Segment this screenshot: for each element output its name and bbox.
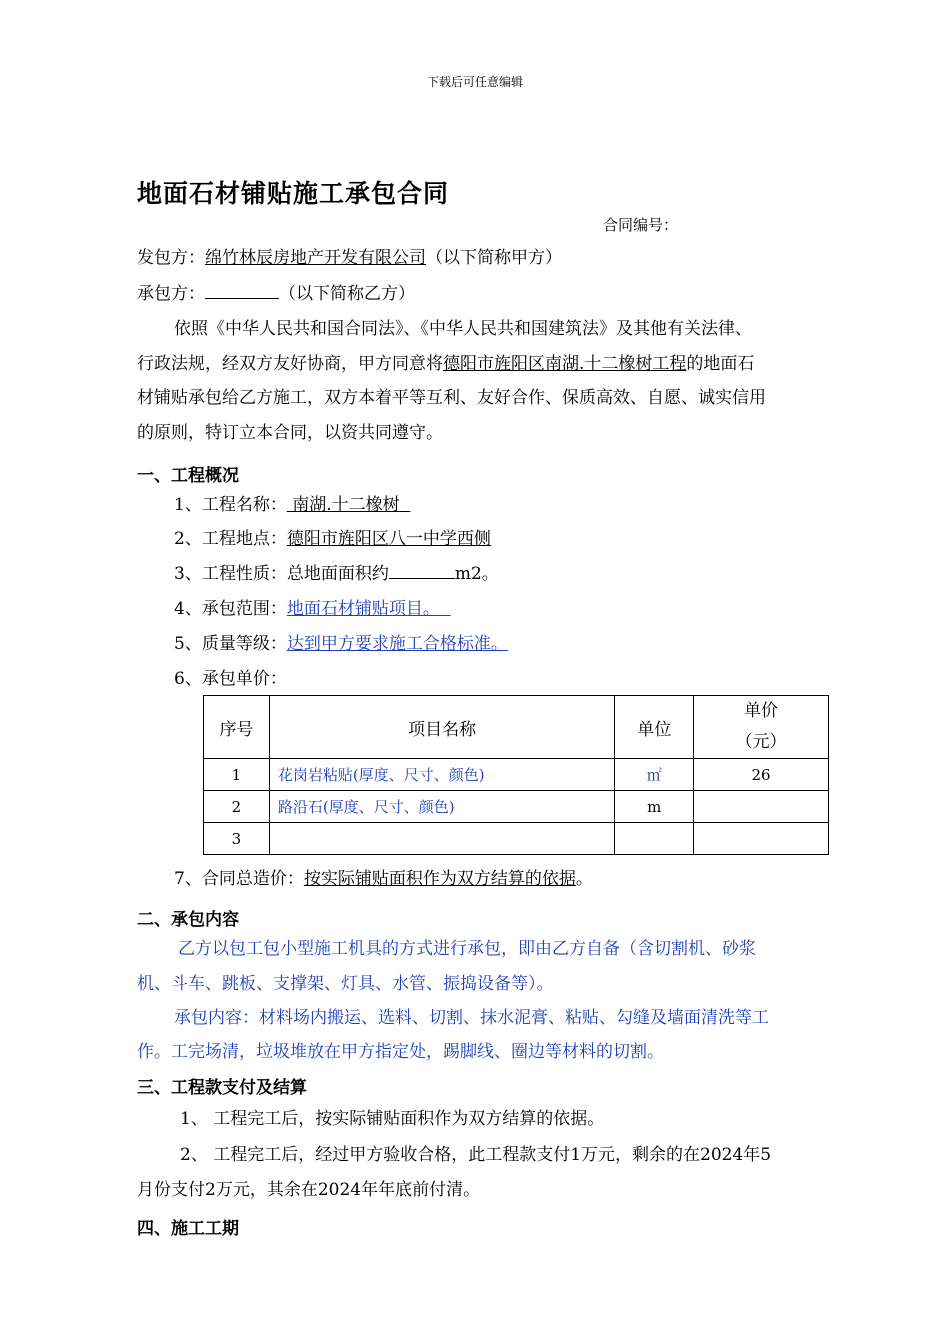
cell-price <box>694 791 829 823</box>
item-2-value: 德阳市旌阳区八一中学西侧 <box>286 529 491 549</box>
cell-no: 1 <box>204 759 270 791</box>
col-header-price-line1: 单价 <box>744 701 779 721</box>
intro-project-name: 德阳市旌阳区南湖.十二橡树工程 <box>443 354 687 374</box>
intro-line-4: 的原则，特订立本合同，以资共同遵守。 <box>137 423 443 443</box>
party-a-line <box>137 241 562 276</box>
section-3-heading: 三、工程款支付及结算 <box>137 1078 307 1098</box>
section-1-heading: 一、工程概况 <box>137 466 239 486</box>
item-4 <box>174 592 451 627</box>
table-row <box>204 791 829 823</box>
sec2-p1-line2: 机、斗车、跳板、支撑架、灯具、水管、振捣设备等）。 <box>137 974 554 994</box>
sec2-p1-line1: 乙方以包工包小型施工机具的方式进行承包，即由乙方自备（含切割机、砂浆 <box>178 939 756 959</box>
table-header-row <box>204 696 829 759</box>
party-a-name: 绵竹林辰房地产开发有限公司 <box>205 248 426 268</box>
contract-number-label: 合同编号： <box>603 216 679 234</box>
contract-title: 地面石材铺贴施工承包合同 <box>137 179 450 208</box>
item-7-label: 7、合同总造价： <box>174 869 304 889</box>
intro-line-3: 材铺贴承包给乙方施工，双方本着平等互利、友好合作、保质高效、自愿、诚实信用 <box>137 388 766 408</box>
item-2-label: 2、工程地点： <box>174 529 287 549</box>
party-b-blank <box>205 280 279 299</box>
item-4-value: 地面石材铺贴项目。 <box>286 599 451 619</box>
cell-item <box>269 823 614 855</box>
intro-line-1: 依照《中华人民共和国合同法》、《中华人民共和国建筑法》及其他有关法律、 <box>174 319 752 339</box>
cell-item: 路沿石(厚度、尺寸、颜色) <box>269 791 614 823</box>
sec3-item-1: 1、 工程完工后，按实际铺贴面积作为双方结算的依据。 <box>180 1109 605 1129</box>
item-3-label: 3、工程性质：总地面面积约 <box>174 564 389 584</box>
item-4-label: 4、承包范围： <box>174 599 287 619</box>
item-1-label: 1、工程名称： <box>174 495 287 515</box>
item-2 <box>174 522 491 557</box>
unit-price-table <box>203 695 829 855</box>
cell-no: 3 <box>204 823 270 855</box>
party-b-suffix: （以下简称乙方） <box>279 284 415 304</box>
sec3-item-2-line1: 2、 工程完工后，经过甲方验收合格，此工程款支付1万元，剩余的在2024年5 <box>180 1145 772 1165</box>
section-2-heading: 二、承包内容 <box>137 910 239 930</box>
col-header-unit: 单位 <box>615 696 694 759</box>
item-5-value: 达到甲方要求施工合格标准。 <box>286 634 508 654</box>
sec2-p2-line1: 承包内容：材料场内搬运、选料、切割、抹水泥膏、粘贴、勾缝及墙面清洗等工 <box>174 1008 769 1028</box>
col-header-no: 序号 <box>204 696 270 759</box>
cell-price: 26 <box>694 759 829 791</box>
item-5 <box>174 627 508 662</box>
col-header-item: 项目名称 <box>269 696 614 759</box>
party-a-suffix: （以下简称甲方） <box>426 248 562 268</box>
intro-line-2-pre: 行政法规，经双方友好协商，甲方同意将 <box>137 354 443 374</box>
item-7-end: 。 <box>575 869 593 889</box>
col-header-price <box>694 696 829 759</box>
cell-price <box>694 823 829 855</box>
col-header-price-line2: （元） <box>735 732 787 752</box>
page-header: 下载后可任意编辑 <box>426 75 523 89</box>
item-1 <box>174 488 410 523</box>
party-b-line <box>137 277 415 312</box>
section-4-heading: 四、施工工期 <box>137 1219 239 1239</box>
item-1-value: 南湖.十二橡树 <box>286 495 411 515</box>
item-6-label: 6、承包单价： <box>174 669 287 689</box>
table-row <box>204 823 829 855</box>
item-5-label: 5、质量等级： <box>174 634 287 654</box>
cell-item: 花岗岩粘贴(厚度、尺寸、颜色) <box>269 759 614 791</box>
item-7 <box>174 862 593 897</box>
table-row <box>204 759 829 791</box>
intro-line-2 <box>137 347 754 382</box>
item-3 <box>174 557 499 592</box>
sec3-item-2-line2: 月份支付2万元，其余在2024年年底前付清。 <box>137 1180 481 1200</box>
party-a-label: 发包方： <box>137 248 205 268</box>
sec2-p2-line2: 作。工完场清，垃圾堆放在甲方指定处，踢脚线、圈边等材料的切割。 <box>137 1042 664 1062</box>
item-3-unit: m2。 <box>454 564 499 584</box>
item-7-value: 按实际铺贴面积作为双方结算的依据 <box>303 869 576 889</box>
cell-unit: ㎡ <box>615 759 694 791</box>
cell-no: 2 <box>204 791 270 823</box>
party-b-label: 承包方： <box>137 284 205 304</box>
area-blank <box>389 560 455 579</box>
intro-line-2-post: 的地面石 <box>686 354 755 374</box>
cell-unit: m <box>615 791 694 823</box>
cell-unit <box>615 823 694 855</box>
